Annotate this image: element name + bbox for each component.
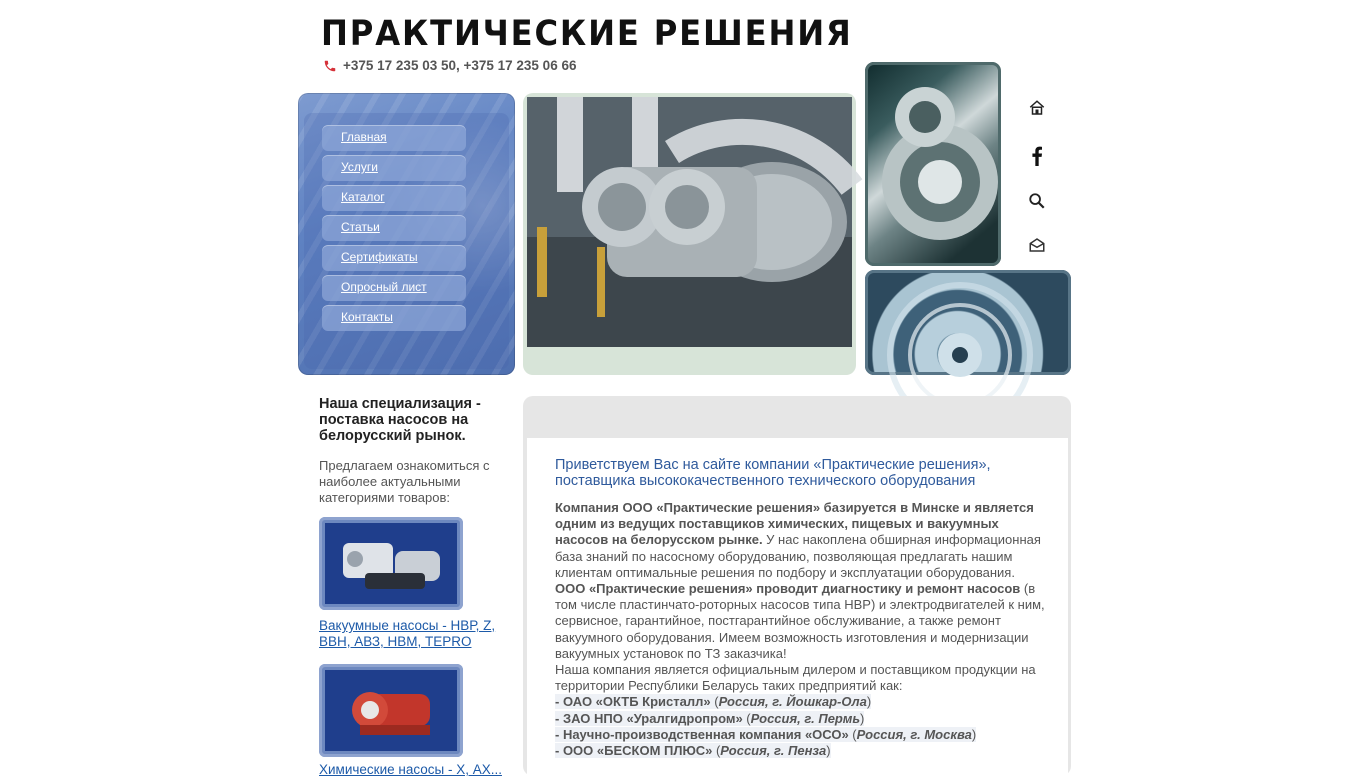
flange-illustration — [865, 62, 1001, 266]
menu-item-services[interactable] — [322, 155, 466, 181]
vacuum-pumps-thumb — [325, 523, 457, 604]
vacuum-pumps-image[interactable] — [319, 517, 463, 610]
main-navigation — [298, 93, 515, 375]
menu-link-home[interactable]: Главная — [341, 130, 387, 144]
specialization-title: Наша специализация - поставка насосов на белорусский рынок. — [319, 396, 481, 444]
welcome-heading: Приветствуем Вас на сайте компании «Практические решения», поставщика высококачественного технического оборудования — [555, 457, 991, 489]
service-bold: ООО «Практические решения» проводит диагностику и ремонт насосов — [555, 581, 1021, 597]
menu-item-home[interactable] — [322, 125, 466, 151]
menu-item-catalog[interactable] — [322, 185, 466, 211]
menu-item-questionnaire[interactable] — [322, 275, 466, 301]
vacuum-pumps-link[interactable]: Вакуумные насосы - НВР, Z, ВВН, АВЗ, НВМ, TEPRO — [319, 618, 496, 649]
flange-photo — [865, 62, 1001, 266]
partner-item: - ОАО «ОКТБ Кристалл» (Россия, г. Йошкар-Ола) — [555, 694, 872, 710]
pump-photo — [527, 97, 852, 347]
menu-item-certificates[interactable] — [322, 245, 466, 271]
mail-icon[interactable] — [1027, 235, 1047, 255]
phone-icon — [323, 59, 337, 73]
intro-bold: Компания ООО «Практические решения» базируется в Минске и является одним из ведущих поставщиков химических, пищевых и вакуумных насосов на белорусском рынке. — [555, 500, 1034, 548]
chemical-pumps-thumb — [325, 670, 457, 751]
turbine-photo — [865, 270, 1071, 375]
dealer-text: Наша компания является официальным дилером и поставщиком продукции на территории Республики Беларусь таких предприятий как: — [555, 662, 1036, 694]
menu-link-questionnaire[interactable]: Опросный лист — [341, 280, 427, 294]
chemical-pumps-image[interactable] — [319, 664, 463, 757]
partner-item: - ЗАО НПО «Уралгидропром» (Россия, г. Пермь) — [555, 710, 865, 726]
partner-item: - Научно-производственная компания «ОСО» (Россия, г. Москва) — [555, 726, 977, 742]
service-text: (в том числе пластинчато-роторных насосов типа НВР) и электродвигателей к ним, сервисное, гарантийное, постгарантийное обслуживание, а также ремонт вакуумного оборудования. Имеем возможность изготовления и модернизации вакуумных установок по ТЗ заказчика! — [555, 581, 1045, 661]
menu-link-services[interactable]: Услуги — [341, 160, 378, 174]
vacuum-pump-picture — [325, 523, 457, 604]
menu-item-contacts[interactable] — [322, 305, 466, 331]
pump-illustration — [527, 97, 852, 347]
partner-item: - ООО «БЕСКОМ ПЛЮС» (Россия, г. Пенза) — [555, 743, 831, 759]
intro-text: У нас накоплена обширная информационная база знаний по насосному оборудованию, позволяющая предлагать нашим клиентам оптимальные решения по подбору и эксплуатации оборудования. — [555, 532, 1041, 580]
menu-item-articles[interactable] — [322, 215, 466, 241]
search-icon[interactable] — [1027, 191, 1047, 211]
menu-link-articles[interactable]: Статьи — [341, 220, 380, 234]
hero-photo-frame — [523, 93, 856, 375]
chemical-pumps-link[interactable]: Химические насосы - Х, АХ... — [319, 762, 502, 777]
home-icon[interactable] — [1027, 98, 1047, 118]
site-logo[interactable]: ПРАКТИЧЕСКИЕ РЕШЕНИЯ — [321, 14, 853, 54]
menu-link-catalog[interactable]: Каталог — [341, 190, 385, 204]
phone-numbers: +375 17 235 03 50, +375 17 235 06 66 — [343, 58, 577, 73]
company-description — [555, 500, 1045, 759]
turbine-illustration — [865, 270, 1071, 375]
specialization-text: Предлагаем ознакомиться с наиболее актуальными категориями товаров: — [319, 458, 490, 505]
chemical-pump-picture — [325, 670, 457, 751]
phone-info — [323, 58, 576, 73]
menu-link-certificates[interactable]: Сертификаты — [341, 250, 418, 264]
facebook-icon[interactable] — [1027, 146, 1047, 166]
menu-link-contacts[interactable]: Контакты — [341, 310, 393, 324]
